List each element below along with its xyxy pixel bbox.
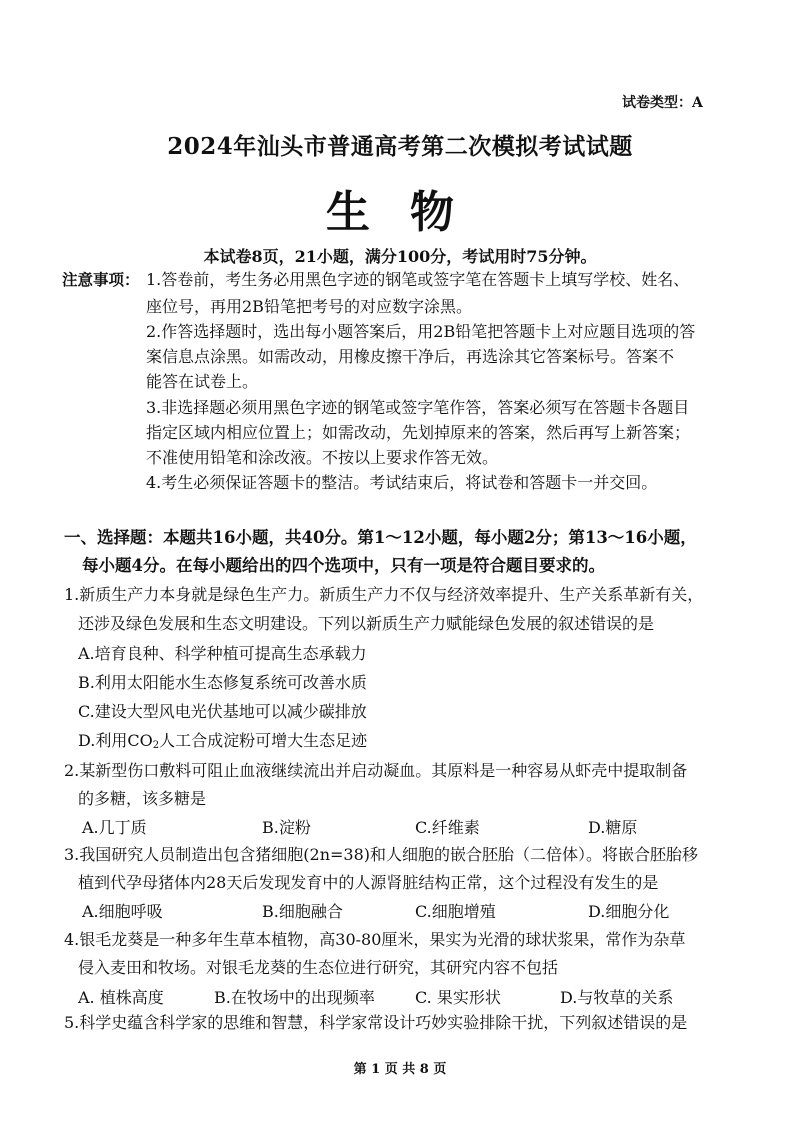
note-line: 不准使用铅笔和涂改液。不按以上要求作答无效。 — [146, 448, 499, 467]
option-d: D.与牧草的关系 — [560, 988, 674, 1007]
section-heading-cont: 每小题4分。在每小题给出的四个选项中，只有一项是符合题目要求的。 — [82, 556, 605, 575]
option-c: C. 果实形状 — [415, 988, 501, 1007]
question-text: 还涉及绿色发展和生态文明建设。下列以新质生产力赋能绿色发展的叙述错误的是 — [78, 614, 655, 633]
question-text: 2.某新型伤口敷料可阻止血液继续流出并启动凝血。其原料是一种容易从虾壳中提取制备 — [64, 761, 688, 780]
option-d: D.糖原 — [588, 818, 638, 837]
question-text: 植到代孕母猪体内28天后发现发育中的人源肾脏结构正常，这个过程没有发生的是 — [78, 873, 659, 892]
page-footer: 第 1 页 共 8 页 — [353, 1062, 447, 1077]
option-a: A. 植株高度 — [78, 988, 164, 1007]
note-line: 3.非选择题必须用黑色字迹的钢笔或签字笔作答，答案必须写在答题卡各题目 — [146, 398, 690, 417]
question-text: 5.科学史蕴含科学家的思维和智慧，科学家常设计巧妙实验排除干扰，下列叙述错误的是 — [64, 1013, 688, 1032]
option-a: A.几丁质 — [82, 818, 147, 837]
option-b: B.在牧场中的出现频率 — [214, 988, 375, 1007]
question-text: 3.我国研究人员制造出包含猪细胞(2n=38)和人细胞的嵌合胚胎（二倍体）。将嵌合胚胎移 — [64, 845, 699, 864]
question-text: 侵入麦田和牧场。对银毛龙葵的生态位进行研究，其研究内容不包括 — [78, 958, 559, 977]
note-line: 能答在试卷上。 — [146, 372, 259, 391]
option-b: B.淀粉 — [262, 818, 311, 837]
note-line: 4.考生必须保证答题卡的整洁。考试结束后，将试卷和答题卡一并交回。 — [146, 473, 658, 492]
option-c: C.纤维素 — [415, 818, 480, 837]
option-b: B.利用太阳能水生态修复系统可改善水质 — [78, 673, 367, 692]
option-d: D.利用$CO_2$人工合成淀粉可增大生态足迹 — [78, 731, 368, 751]
option-d: D.细胞分化 — [588, 902, 670, 921]
exam-info: 本试卷8页，21小题，满分100分，考试用时75分钟。 — [203, 247, 597, 266]
note-line: 座位号，再用2B铅笔把考号的对应数字涂黑。 — [146, 297, 472, 316]
option-c: C.建设大型风电光伏基地可以减少碳排放 — [78, 702, 367, 721]
note-line: 指定区域内相应位置上；如需改动，先划掉原来的答案，然后再写上新答案； — [146, 423, 691, 442]
option-c: C.细胞增殖 — [415, 902, 496, 921]
section-heading: 一、选择题：本题共16小题，共40分。第1～12小题，每小题2分；第13～16小题， — [64, 528, 697, 547]
note-line: 案信息点涂黑。如需改动，用橡皮擦干净后，再选涂其它答案标号。答案不 — [146, 347, 675, 366]
paper-type: 试卷类型：A — [622, 95, 703, 111]
option-a: A.细胞呼吸 — [82, 902, 163, 921]
notes-label: 注意事项： — [62, 270, 140, 289]
exam-title: 2024年汕头市普通高考第二次模拟考试试题 — [167, 133, 633, 160]
option-a: A.培育良种、科学种植可提高生态承载力 — [78, 644, 367, 663]
note-line: 2.作答选择题时，选出每小题答案后，用2B铅笔把答题卡上对应题目选项的答 — [146, 322, 696, 341]
note-line: 1.答卷前，考生务必用黑色字迹的钢笔或签字笔在答题卡上填写学校、姓名、 — [146, 270, 690, 289]
option-b: B.细胞融合 — [262, 902, 343, 921]
question-text: 的多糖，该多糖是 — [78, 789, 207, 808]
question-text: 4.银毛龙葵是一种多年生草本植物，高30-80厘米，果实为光滑的球状浆果，常作为杂草 — [64, 930, 686, 949]
question-text: 1.新质生产力本身就是绿色生产力。新质生产力不仅与经济效率提升、生产关系革新有关， — [64, 585, 704, 604]
subject-title: 生物 — [326, 187, 494, 238]
